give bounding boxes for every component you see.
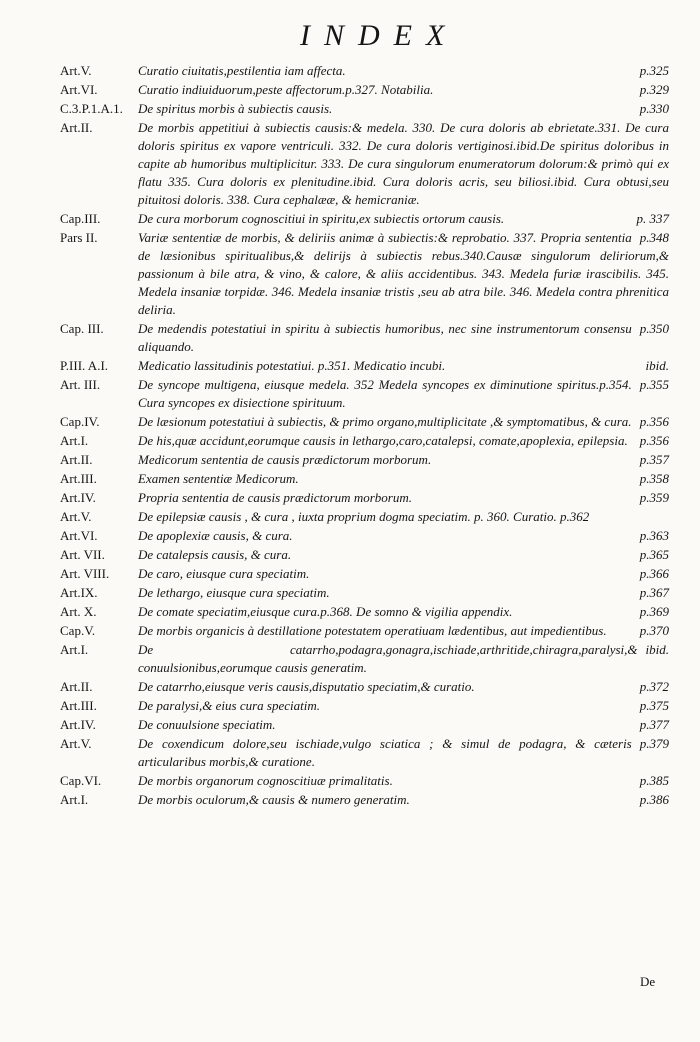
entry-label: Art.V.	[60, 63, 92, 78]
entry-label: Art.VI.	[60, 528, 98, 543]
entry-label: Art.II.	[60, 452, 93, 467]
index-entry	[0, 81, 700, 99]
entry-text: De catarrho,eiusque veris causis,disputatio speciatim,& curatio.	[138, 679, 475, 694]
entry-label: Art.I.	[60, 642, 89, 657]
page-title: INDEX	[300, 19, 459, 52]
index-entry	[0, 697, 700, 715]
index-entry	[0, 678, 700, 696]
entry-text: De morbis appetitiui à subiectis causis:& medela. 330. De cura doloris ab ebrietate.331. De cura doloris spiritus ex vapore ventriculi. 332. De cura doloris vertiginosi.ibid.De spiritus doloribus in capite ab humoribus multiplicitur. 333. De cura singulorum enumeratorum dolorum:& primò qui ex flatu 335. Cura doloris ex plenitudine.ibid. Cura doloris acris, seu biliosi.ibid. Cura obtusi,seu pituitosi doloris. 338. Cura cephalææ, & hemicraniæ.	[138, 120, 669, 207]
entry-text: De catalepsis causis, & cura.	[138, 547, 292, 562]
index-entry	[0, 62, 700, 80]
entry-text-block	[138, 565, 669, 583]
entry-text-block	[138, 622, 669, 640]
index-entry	[0, 527, 700, 545]
entry-page-ref: p.372	[639, 679, 669, 694]
index-entry	[0, 413, 700, 431]
entry-text: De caro, eiusque cura speciatim.	[138, 566, 310, 581]
entry-page-ref: p.366	[639, 566, 669, 581]
entry-page-ref: p.363	[639, 528, 669, 543]
index-entry	[0, 641, 700, 677]
entry-text-block	[138, 451, 669, 469]
entry-text: De læsionum potestatiui à subiectis, & primo organo,multiplicitate ,& symptomatibus, & cura.	[138, 414, 632, 429]
entry-label: Art.VI.	[60, 82, 98, 97]
entry-text-block	[138, 119, 669, 209]
entry-text-block	[138, 641, 669, 677]
index-entry	[0, 772, 700, 790]
entry-text: De cura morborum cognoscitiui in spiritu,ex subiectis ortorum causis.	[138, 211, 505, 226]
entry-text: De coxendicum dolore,seu ischiade,vulgo sciatica ; & simul de podagra, & cæteris articularibus morbis,& curatione.	[138, 736, 632, 769]
entry-text-block	[138, 584, 669, 602]
entry-label: Cap.IV.	[60, 414, 100, 429]
entry-text: De epilepsiæ causis , & cura , iuxta proprium dogma speciatim. p. 360. Curatio. p.362	[138, 509, 590, 524]
entry-page-ref: p.358	[639, 471, 669, 486]
index-entry	[0, 565, 700, 583]
index-entry	[0, 470, 700, 488]
entry-label: Art.IX.	[60, 585, 98, 600]
index-entry	[0, 210, 700, 228]
entry-text-block	[138, 320, 669, 356]
entry-text-block	[138, 357, 669, 375]
entry-text-block	[138, 697, 669, 715]
entry-text: De morbis organorum cognoscitiuæ primalitatis.	[138, 773, 393, 788]
entry-text: Medicatio lassitudinis potestatiui. p.351. Medicatio incubi.	[138, 358, 446, 373]
entry-page-ref: p.359	[639, 490, 669, 505]
index-entries	[0, 62, 700, 810]
entry-page-ref: p.379	[639, 736, 669, 751]
entry-page-ref: p.325	[639, 63, 669, 78]
entry-label: Cap.VI.	[60, 773, 102, 788]
entry-text: De paralysi,& eius cura speciatim.	[138, 698, 320, 713]
index-entry	[0, 119, 700, 209]
entry-text-block	[138, 791, 669, 809]
entry-text: De comate speciatim,eiusque cura.p.368. De somno & vigilia appendix.	[138, 604, 513, 619]
entry-text-block	[138, 413, 669, 431]
entry-text-block	[138, 229, 669, 319]
index-entry	[0, 229, 700, 319]
index-entry	[0, 584, 700, 602]
entry-text-block	[138, 603, 669, 621]
entry-text-block	[138, 716, 669, 734]
entry-page-ref: p.357	[639, 452, 669, 467]
entry-page-ref: p.369	[639, 604, 669, 619]
entry-text: De morbis oculorum,& causis & numero generatim.	[138, 792, 410, 807]
index-entry	[0, 357, 700, 375]
entry-text: De morbis organicis à destillatione potestatem operatiuam lædentibus, aut impedientibus.	[138, 623, 607, 638]
entry-text: De catarrho,podagra,gonagra,ischiade,arthritide,chiragra,paralysi,& conuulsionibus,eorumque causis generatim.	[138, 642, 638, 675]
entry-text: Curatio ciuitatis,pestilentia iam affecta.	[138, 63, 346, 78]
entry-page-ref: p. 337	[636, 211, 669, 226]
entry-label: Art.V.	[60, 736, 92, 751]
entry-text-block	[138, 376, 669, 412]
entry-page-ref: p.375	[639, 698, 669, 713]
entry-text: De his,quæ accidunt,eorumque causis in lethargo,caro,catalepsi, comate,apoplexia, epilepsia.	[138, 433, 628, 448]
entry-text: De syncope multigena, eiusque medela. 352 Medela syncopes ex diminutione spiritus.p.354. Cura syncopes ex disiectione spirituum.	[138, 377, 632, 410]
entry-label: Art. VIII.	[60, 566, 110, 581]
index-entry	[0, 508, 700, 526]
entry-label: Art.I.	[60, 792, 89, 807]
entry-text-block	[138, 81, 669, 99]
entry-text-block	[138, 470, 669, 488]
entry-label: Art. VII.	[60, 547, 105, 562]
entry-text-block	[138, 210, 669, 228]
entry-page-ref: p.367	[639, 585, 669, 600]
entry-text: Variæ sententiæ de morbis, & deliriis animæ à subiectis:& reprobatio. 337. Propria sententia de læsionibus spiritualibus,& delirijs à subiectis rebus.340.Causæ singulorum deliriorum,& passionum à bile atra, & vino, & calore, & aliis accidentibus. 343. Medela furiæ irascibilis. 345. Medela insaniæ torpidæ. 346. Medela insaniæ tristis ,seu ab atra bile. 346. Medela contra phrenitica deliria.	[138, 230, 669, 317]
index-entry	[0, 603, 700, 621]
index-entry	[0, 791, 700, 809]
entry-text: De conuulsione speciatim.	[138, 717, 276, 732]
entry-page-ref: p.355	[639, 377, 669, 392]
entry-text-block	[138, 546, 669, 564]
entry-text: Curatio indiuiduorum,peste affectorum.p.327. Notabilia.	[138, 82, 434, 97]
entry-label: Art.II.	[60, 120, 93, 135]
entry-label: Cap.III.	[60, 211, 101, 226]
entry-label: Art.IV.	[60, 490, 96, 505]
entry-label: Art.III.	[60, 698, 97, 713]
entry-page-ref: p.370	[639, 623, 669, 638]
entry-label: Art.V.	[60, 509, 92, 524]
index-entry	[0, 489, 700, 507]
entry-text: De lethargo, eiusque cura speciatim.	[138, 585, 330, 600]
entry-label: Art.II.	[60, 679, 93, 694]
entry-page-ref: ibid.	[645, 358, 669, 373]
entry-text: Medicorum sententia de causis prædictorum morborum.	[138, 452, 432, 467]
entry-label: Art.III.	[60, 471, 97, 486]
entry-page-ref: p.348	[639, 230, 669, 245]
entry-page-ref: p.329	[639, 82, 669, 97]
entry-label: Art. III.	[60, 377, 101, 392]
entry-label: Cap.V.	[60, 623, 96, 638]
entry-label: Cap. III.	[60, 321, 104, 336]
entry-label: C.3.P.1.A.1.	[60, 101, 123, 116]
index-entry	[0, 432, 700, 450]
entry-page-ref: p.330	[639, 101, 669, 116]
entry-page-ref: p.356	[639, 414, 669, 429]
entry-text-block	[138, 62, 669, 80]
entry-page-ref: p.385	[639, 773, 669, 788]
entry-text-block	[138, 678, 669, 696]
entry-text: Propria sententia de causis prædictorum morborum.	[138, 490, 412, 505]
index-entry	[0, 376, 700, 412]
entry-text: De spiritus morbis à subiectis causis.	[138, 101, 333, 116]
entry-text: De medendis potestatiui in spiritu à subiectis humoribus, nec sine instrumentorum consensu aliquando.	[138, 321, 632, 354]
entry-label: Art.IV.	[60, 717, 96, 732]
entry-label: P.III. A.I.	[60, 358, 109, 373]
index-entry	[0, 735, 700, 771]
entry-text-block	[138, 527, 669, 545]
entry-label: Art. X.	[60, 604, 97, 619]
catchword: De	[640, 974, 656, 989]
index-entry	[0, 716, 700, 734]
entry-text-block	[138, 772, 669, 790]
entry-label: Art.I.	[60, 433, 89, 448]
index-entry	[0, 622, 700, 640]
index-entry	[0, 100, 700, 118]
entry-page-ref: p.386	[639, 792, 669, 807]
entry-text-block	[138, 432, 669, 450]
entry-page-ref: p.365	[639, 547, 669, 562]
entry-text-block	[138, 508, 669, 526]
entry-page-ref: ibid.	[645, 642, 669, 657]
entry-text: Examen sententiæ Medicorum.	[138, 471, 299, 486]
entry-label: Pars II.	[60, 230, 98, 245]
entry-text-block	[138, 735, 669, 771]
entry-text-block	[138, 489, 669, 507]
entry-text: De apoplexiæ causis, & cura.	[138, 528, 293, 543]
index-entry	[0, 451, 700, 469]
entry-text-block	[138, 100, 669, 118]
entry-page-ref: p.356	[639, 433, 669, 448]
entry-page-ref: p.377	[639, 717, 669, 732]
entry-page-ref: p.350	[639, 321, 669, 336]
index-entry	[0, 546, 700, 564]
index-entry	[0, 320, 700, 356]
